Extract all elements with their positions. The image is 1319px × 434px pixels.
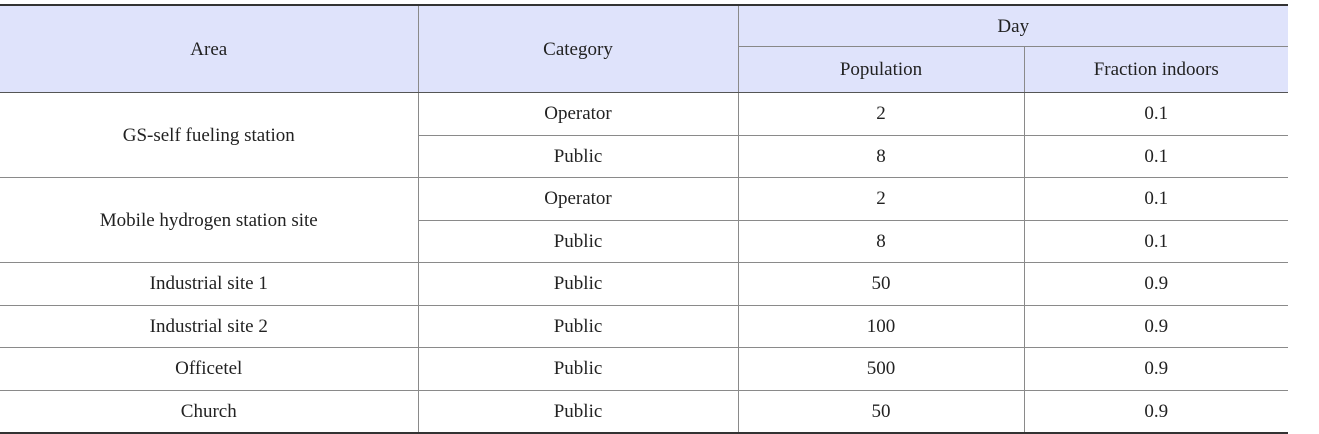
population-cell: 8 — [738, 220, 1024, 263]
area-cell: Church — [0, 390, 418, 433]
population-cell: 100 — [738, 305, 1024, 348]
table-row — [0, 390, 1288, 433]
fraction-indoors-cell: 0.1 — [1024, 93, 1288, 136]
table-row — [0, 178, 1288, 221]
population-cell: 8 — [738, 135, 1024, 178]
category-cell: Public — [418, 305, 738, 348]
header-fraction-indoors: Fraction indoors — [1024, 47, 1288, 93]
area-cell: GS-self fueling station — [0, 93, 418, 178]
population-table-container — [0, 4, 1288, 434]
header-row-1 — [0, 5, 1288, 47]
table-body — [0, 93, 1288, 434]
area-cell: Officetel — [0, 348, 418, 391]
table-row — [0, 305, 1288, 348]
table-header — [0, 5, 1288, 93]
population-cell: 2 — [738, 178, 1024, 221]
fraction-indoors-cell: 0.9 — [1024, 305, 1288, 348]
area-cell: Industrial site 1 — [0, 263, 418, 306]
table-row — [0, 93, 1288, 136]
category-cell: Public — [418, 135, 738, 178]
population-cell: 2 — [738, 93, 1024, 136]
population-cell: 50 — [738, 390, 1024, 433]
fraction-indoors-cell: 0.9 — [1024, 390, 1288, 433]
fraction-indoors-cell: 0.1 — [1024, 178, 1288, 221]
category-cell: Public — [418, 390, 738, 433]
population-table — [0, 4, 1288, 434]
table-row — [0, 348, 1288, 391]
fraction-indoors-cell: 0.1 — [1024, 135, 1288, 178]
area-cell: Industrial site 2 — [0, 305, 418, 348]
fraction-indoors-cell: 0.9 — [1024, 348, 1288, 391]
header-category: Category — [418, 5, 738, 93]
category-cell: Public — [418, 263, 738, 306]
header-population: Population — [738, 47, 1024, 93]
table-row — [0, 263, 1288, 306]
category-cell: Operator — [418, 93, 738, 136]
area-cell: Mobile hydrogen station site — [0, 178, 418, 263]
category-cell: Public — [418, 220, 738, 263]
population-cell: 50 — [738, 263, 1024, 306]
category-cell: Public — [418, 348, 738, 391]
header-area: Area — [0, 5, 418, 93]
header-day: Day — [738, 5, 1288, 47]
fraction-indoors-cell: 0.1 — [1024, 220, 1288, 263]
category-cell: Operator — [418, 178, 738, 221]
population-cell: 500 — [738, 348, 1024, 391]
fraction-indoors-cell: 0.9 — [1024, 263, 1288, 306]
